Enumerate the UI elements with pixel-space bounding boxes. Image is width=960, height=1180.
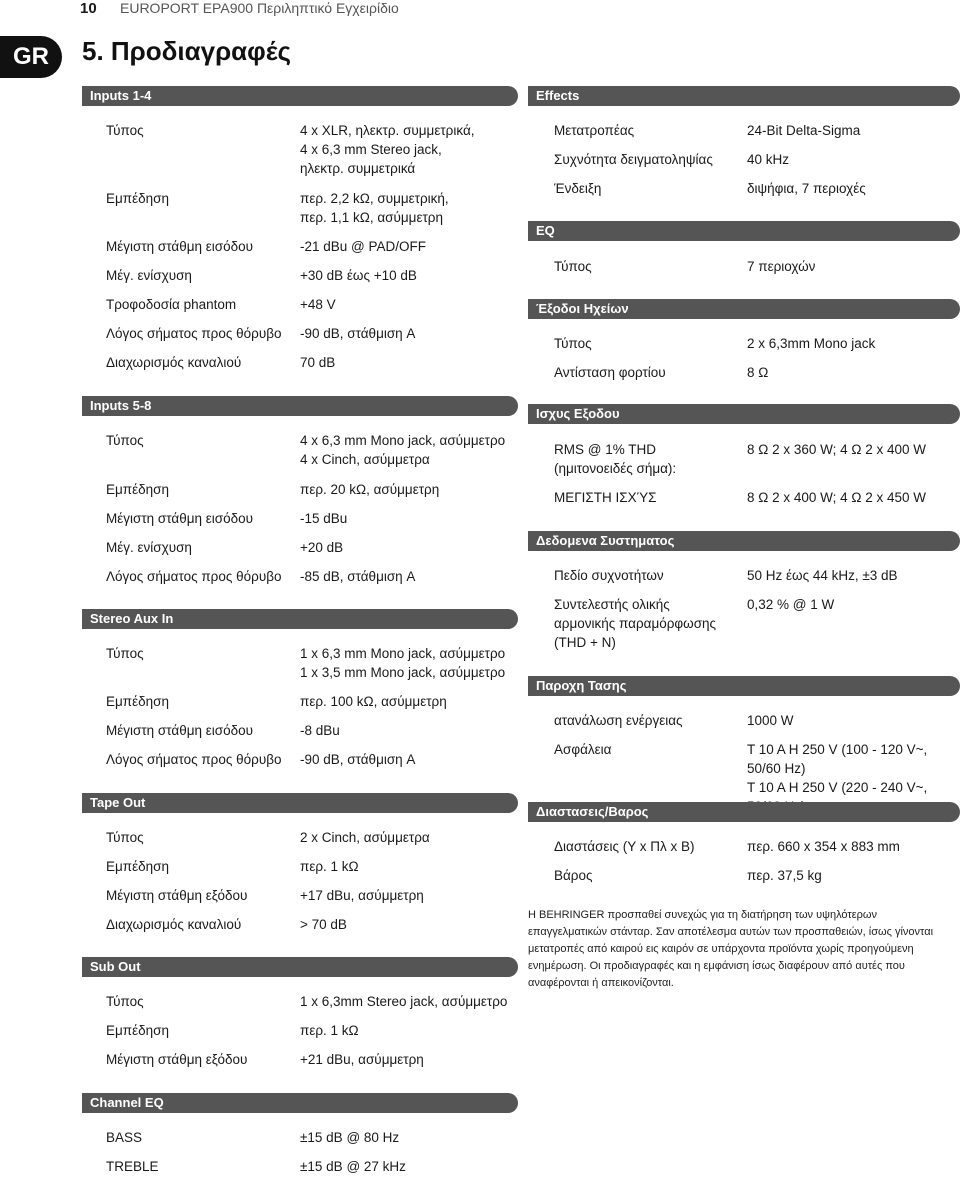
spec-label: Λόγος σήματος προς θόρυβο	[106, 752, 282, 767]
spec-label: Πεδίο συχνοτήτων	[554, 568, 664, 583]
page-number: 10	[80, 0, 97, 17]
spec-label: Μέγιστη στάθμη εξόδου	[106, 1052, 248, 1067]
spec-label: Βάρος	[554, 868, 593, 883]
spec-value: 8 Ω	[747, 365, 769, 380]
spec-value: -15 dBu	[300, 511, 348, 526]
spec-label: Διαχωρισμός καναλιού	[106, 917, 242, 932]
spec-label: BASS	[106, 1130, 143, 1145]
spec-label: Μέγιστη στάθμη εξόδου	[106, 888, 248, 903]
spec-value: 1000 W	[747, 713, 794, 728]
spec-value: περ. 1 kΩ	[300, 1023, 359, 1038]
spec-label: Εμπέδηση	[106, 1023, 169, 1038]
spec-label: Τύπος	[106, 830, 144, 845]
spec-label: Συντελεστής ολικής αρμονικής παραμόρφωσης (THD + N)	[554, 597, 717, 650]
spec-value: -90 dB, στάθμιση A	[300, 752, 416, 767]
spec-value: 50 Hz έως 44 kHz, ±3 dB	[747, 568, 898, 583]
section-system-data: Δεδομενα Συστηματος	[528, 531, 960, 551]
spec-label: Μέγ. ενίσχυση	[106, 268, 192, 283]
spec-label: Αντίσταση φορτίου	[554, 365, 666, 380]
spec-label: Τροφοδοσία phantom	[106, 297, 237, 312]
spec-label: Μετατροπέας	[554, 123, 635, 138]
spec-value: περ. 2,2 kΩ, συμμετρική, περ. 1,1 kΩ, ασύμμετρη	[300, 191, 449, 225]
document-title: EUROPORT EPA900 Περιληπτικό Εγχειρίδιο	[120, 0, 399, 16]
spec-label: Λόγος σήματος προς θόρυβο	[106, 569, 282, 584]
spec-value: 1 x 6,3 mm Mono jack, ασύμμετρο 1 x 3,5 mm Mono jack, ασύμμετρο	[300, 646, 506, 680]
spec-label: Τύπος	[106, 646, 144, 661]
spec-label: Τύπος	[554, 259, 592, 274]
spec-value: ±15 dB @ 27 kHz	[300, 1159, 406, 1174]
section-output-power: Ισχυς Εξοδου	[528, 404, 960, 424]
spec-value: > 70 dB	[300, 917, 347, 932]
spec-value: 1 x 6,3mm Stereo jack, ασύμμετρο	[300, 994, 508, 1009]
spec-label: Ένδειξη	[554, 181, 602, 196]
spec-value: -85 dB, στάθμιση A	[300, 569, 416, 584]
spec-value: περ. 37,5 kg	[747, 868, 822, 883]
spec-value: +17 dBu, ασύμμετρη	[300, 888, 424, 903]
section-eq: EQ	[528, 221, 960, 241]
spec-value: +30 dB έως +10 dB	[300, 268, 417, 283]
section-channel-eq: Channel EQ	[82, 1093, 518, 1113]
section-inputs-1-4: Inputs 1-4	[82, 86, 518, 106]
spec-value: +20 dB	[300, 540, 344, 555]
section-effects: Effects	[528, 86, 960, 106]
spec-value: -90 dB, στάθμιση A	[300, 326, 416, 341]
spec-value: 4 x XLR, ηλεκτρ. συμμετρικά, 4 x 6,3 mm Stereo jack, ηλεκτρ. συμμετρικά	[300, 123, 475, 176]
disclaimer-note: Η BEHRINGER προσπαθεί συνεχώς για τη διατήρηση των υψηλότερων επαγγελματικών στάνταρ. Σαν αποτέλεσμα αυτών των προσπαθειών, ίσως γίνονται μετατροπές από καιρού εις καιρόν σε υπάρχοντα προϊόντα χωρίς προηγούμενη ενημέρωση. Οι προδιαγραφές και η εμφάνιση ίσως διαφέρουν από αυτές που αναφέρονται ή απεικονίζονται.	[528, 909, 934, 989]
spec-label: Εμπέδηση	[106, 859, 169, 874]
spec-value: T 10 A H 250 V (100 - 120 V~, 50/60 Hz) T 10 A H 250 V (220 - 240 V~,	[747, 742, 928, 795]
spec-value: -21 dBu @ PAD/OFF	[300, 239, 426, 254]
section-speaker-outputs: Έξοδοι Ηχείων	[528, 299, 960, 319]
section-sub-out: Sub Out	[82, 957, 518, 977]
spec-value: +48 V	[300, 297, 336, 312]
spec-label: Μέγιστη στάθμη εισόδου	[106, 511, 254, 526]
page-title: 5. Προδιαγραφές	[82, 36, 292, 66]
spec-value: περ. 100 kΩ, ασύμμετρη	[300, 694, 447, 709]
spec-value: 0,32 % @ 1 W	[747, 597, 835, 612]
spec-value: 7 περιοχών	[747, 259, 816, 274]
spec-value: 24-Bit Delta-Sigma	[747, 123, 861, 138]
spec-value: -8 dBu	[300, 723, 340, 738]
spec-label: Τύπος	[554, 336, 592, 351]
spec-label: RMS @ 1% THD (ημιτονοειδές σήμα):	[554, 442, 677, 476]
spec-label: Μέγιστη στάθμη εισόδου	[106, 723, 254, 738]
spec-value: ±15 dB @ 80 Hz	[300, 1130, 400, 1145]
spec-label: Μέγ. ενίσχυση	[106, 540, 192, 555]
spec-label: Ασφάλεια	[554, 742, 612, 757]
spec-label: Τύπος	[106, 123, 144, 138]
spec-label: Διαστάσεις (Y x Πλ x B)	[554, 839, 695, 854]
spec-value: 4 x 6,3 mm Mono jack, ασύμμετρο 4 x Cinch, ασύμμετρα	[300, 433, 506, 467]
spec-label: Εμπέδηση	[106, 191, 169, 206]
spec-label: Μέγιστη στάθμη εισόδου	[106, 239, 254, 254]
spec-label: Τύπος	[106, 433, 144, 448]
spec-value: περ. 1 kΩ	[300, 859, 359, 874]
spec-label: Συχνότητα δειγματοληψίας	[554, 152, 713, 167]
spec-value: 8 Ω 2 x 400 W; 4 Ω 2 x 450 W	[747, 490, 927, 505]
spec-label: TREBLE	[106, 1159, 159, 1174]
spec-label: Εμπέδηση	[106, 694, 169, 709]
spec-value: 2 x 6,3mm Mono jack	[747, 336, 876, 351]
spec-label: Εμπέδηση	[106, 482, 169, 497]
spec-value: περ. 20 kΩ, ασύμμετρη	[300, 482, 440, 497]
spec-label: ΜΕΓΙΣΤΗ ΙΣΧΎΣ	[554, 490, 657, 505]
language-badge: GR	[0, 36, 62, 78]
spec-value: 2 x Cinch, ασύμμετρα	[300, 830, 430, 845]
spec-value: 40 kHz	[747, 152, 790, 167]
spec-label: Λόγος σήματος προς θόρυβο	[106, 326, 282, 341]
spec-label: ατανάλωση ενέργειας	[554, 713, 683, 728]
spec-label: Διαχωρισμός καναλιού	[106, 355, 242, 370]
spec-value: διψήφια, 7 περιοχές	[747, 181, 866, 196]
spec-value: +21 dBu, ασύμμετρη	[300, 1052, 424, 1067]
spec-value: 8 Ω 2 x 360 W; 4 Ω 2 x 400 W	[747, 442, 927, 457]
spec-label: Τύπος	[106, 994, 144, 1009]
section-dimensions-weight: Διαστασεις/Βαρος	[528, 802, 960, 822]
section-stereo-aux-in: Stereo Aux In	[82, 609, 518, 629]
spec-value: περ. 660 x 354 x 883 mm	[747, 839, 900, 854]
section-inputs-5-8: Inputs 5-8	[82, 396, 518, 416]
section-power-supply: Παροχη Τασης	[528, 676, 960, 696]
spec-value: 70 dB	[300, 355, 336, 370]
section-tape-out: Tape Out	[82, 793, 518, 813]
